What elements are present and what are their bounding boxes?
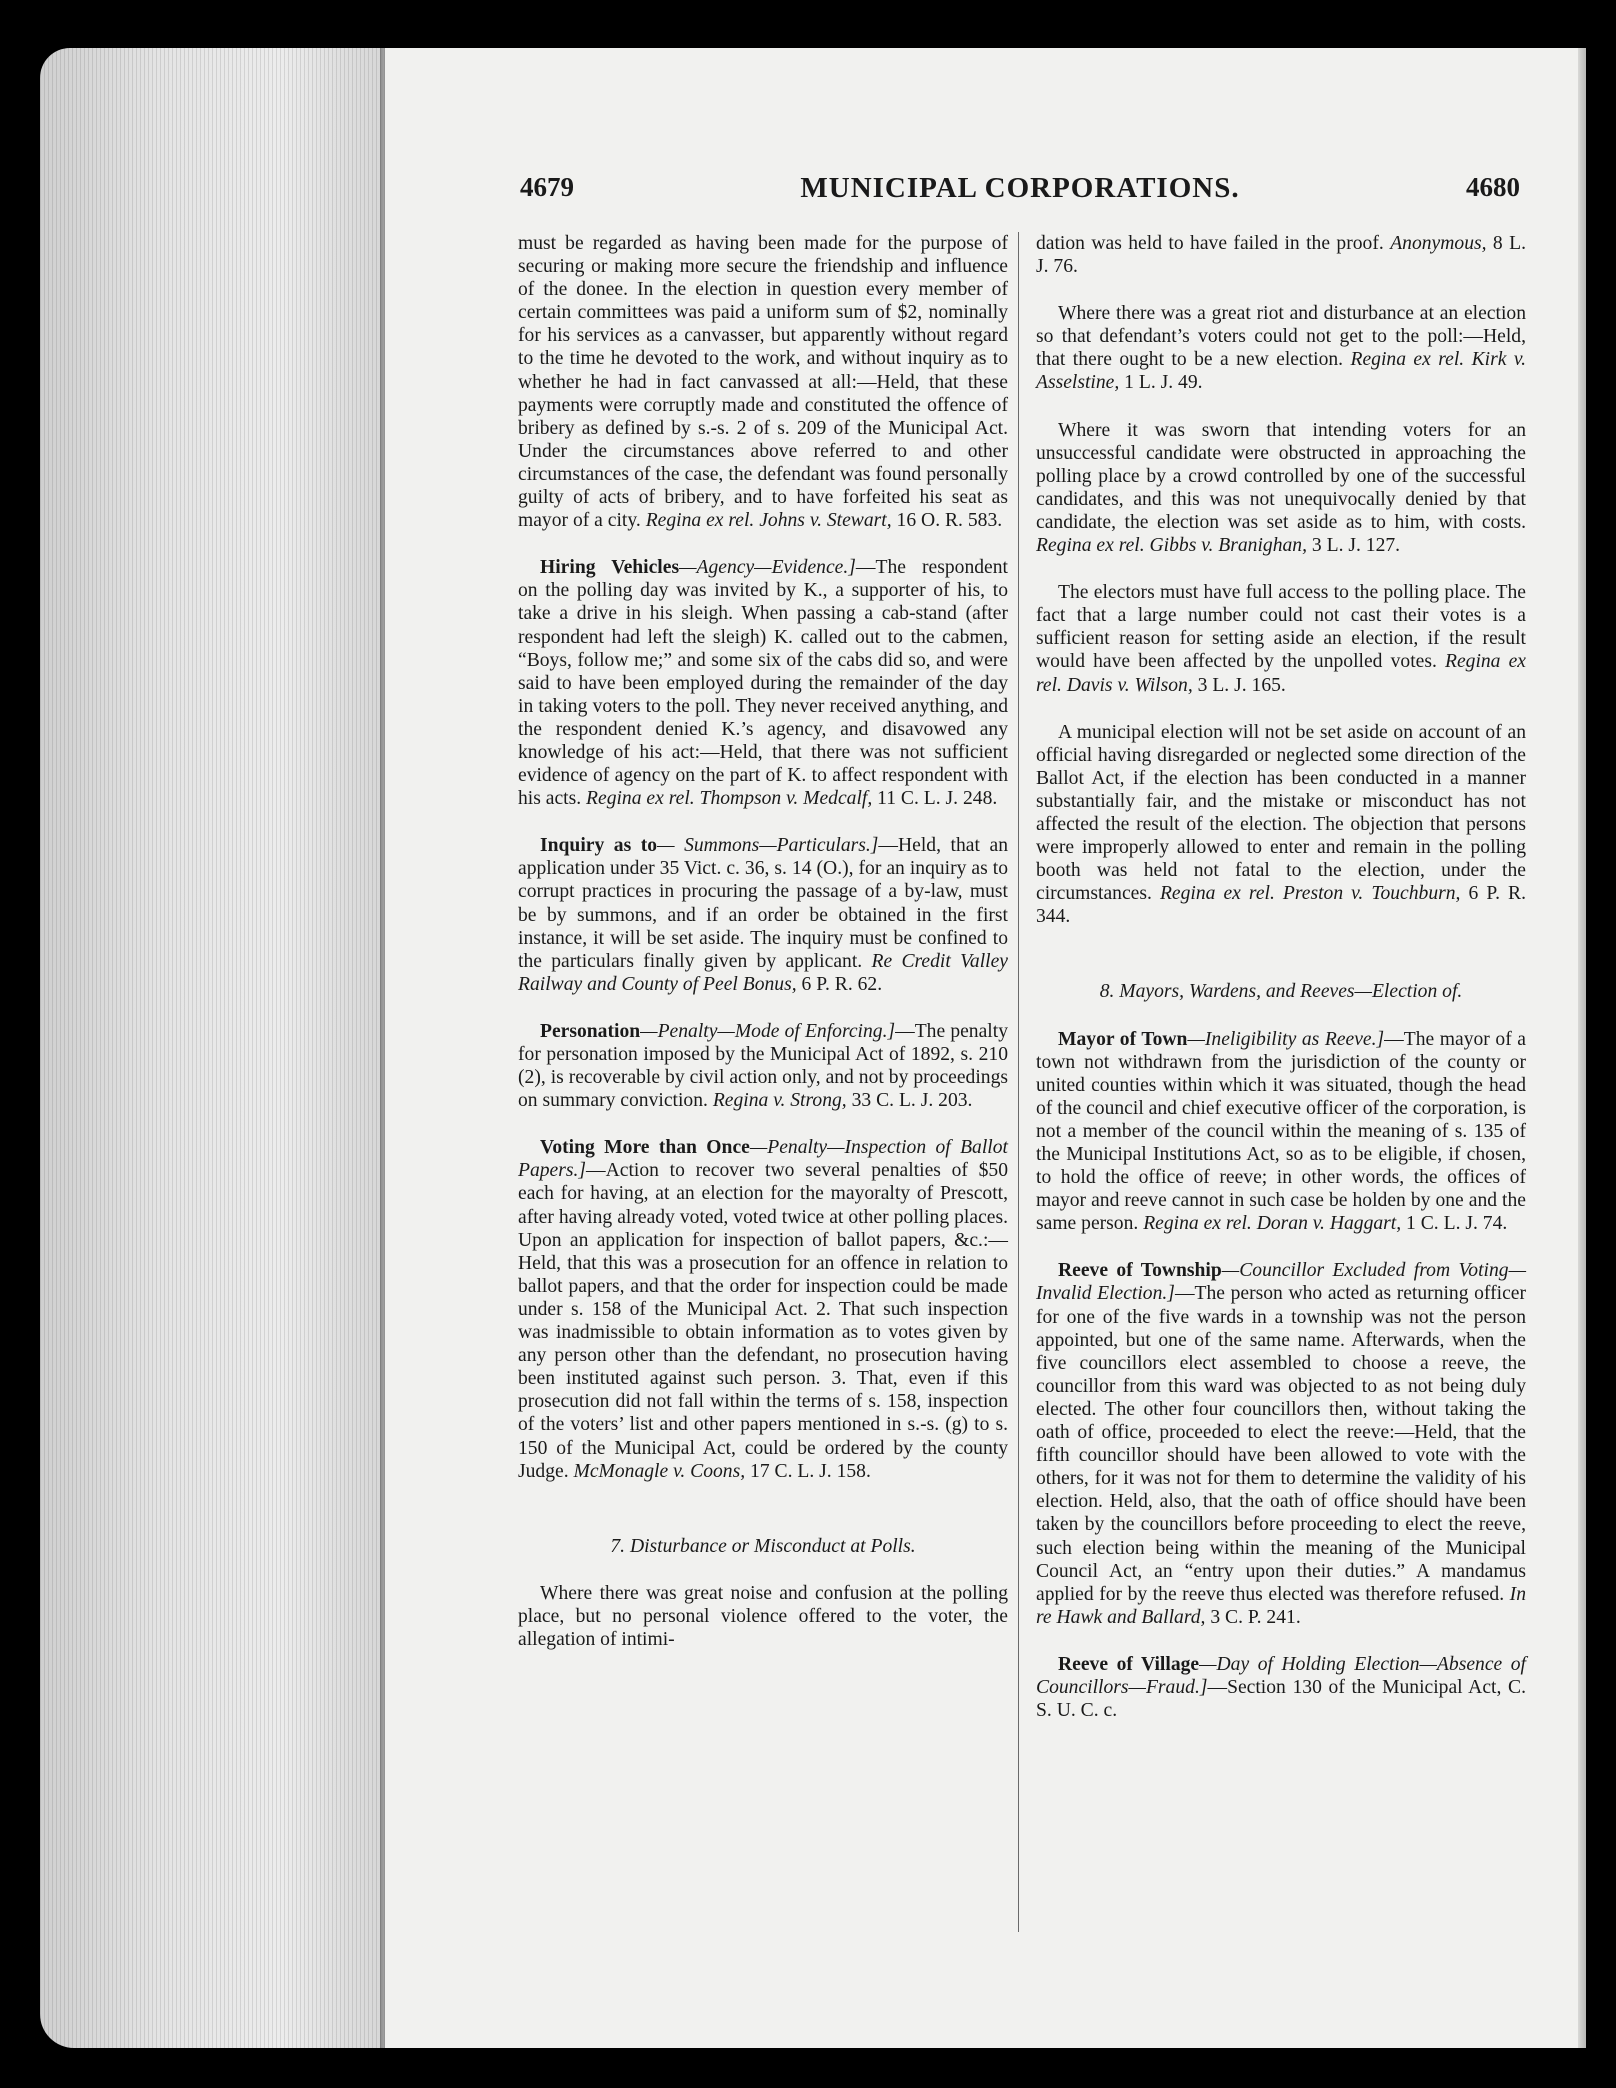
section-heading-8: 8. Mayors, Wardens, and Reeves—Election of. — [1099, 981, 1463, 1003]
left-column — [518, 232, 1008, 1675]
entry-text: —Section 130 of the Municipal Act, C. S. U. C. c. — [1036, 1676, 1526, 1722]
entry-reeve-of-village — [1036, 1653, 1526, 1722]
case-citation: Regina ex rel. Thompson v. Medcalf, — [586, 788, 873, 810]
paragraph-text: Where there was great noise and confusion at the polling place, but no personal violence offered to the voter, the allegation of intimi- — [518, 1582, 1008, 1650]
entry-keyword: Reeve of Township — [1058, 1260, 1222, 1282]
section-heading-7: 7. Disturbance or Misconduct at Polls. — [610, 1535, 916, 1557]
paragraph-text: dation was held to have failed in the proof. — [1036, 233, 1384, 254]
entry-subheading: —Agency—Evidence.] — [679, 557, 856, 579]
case-citation: Regina ex rel. Kirk v. Asselstine, — [1036, 349, 1526, 394]
paragraph — [1036, 581, 1526, 696]
page-number-left: 4679 — [520, 172, 574, 202]
report-reference: 16 O. R. 583. — [896, 510, 1003, 532]
entry-text: —The respondent on the polling day was invited by K., a supporter of his, to take a drive in his sleigh. When passing a cab-stand (after respondent had left the sleigh) K. called out to the cabmen, “Boys, follow me;” and some six of the cabs did so, and were said to have been employed during the remainder of the day in taking voters to the poll. They never received anything, and the respondent denied K.’s agency, and disavowed any knowledge of his act:—Held, that there was not sufficient evidence of agency on the part of K. to affect respondent with his acts. — [518, 557, 1008, 810]
paragraph-text: Where there was a great riot and disturbance at an election so that defendant’s voters could not get to the poll:—Held, that there ought to be a new election. — [1036, 303, 1526, 371]
report-reference: 1 C. L. J. 74. — [1406, 1213, 1508, 1235]
entry-voting-more-than-once — [518, 1136, 1008, 1482]
paragraph — [1036, 302, 1526, 394]
report-reference: 3 C. P. 241. — [1210, 1606, 1301, 1628]
entry-reeve-of-township — [1036, 1259, 1526, 1629]
entry-text: —Action to recover two several penalties of $50 each for having, at an election for the mayoralty of Prescott, after having already voted, voted twice at other polling places. Upon an application for inspection of ballot papers, &c.:—Held, that this was a prosecution for an offence in relation to ballot papers, and that the order for inspection could be made under s. 158 of the Municipal Act. 2. That such inspection was inadmissible to obtain information as to votes given by any person other than the defendant, no prosecution having been instituted against such person. 3. That, even if this prosecution did not fall within the terms of s. 158, inspection of the voters’ list and other papers mentioned in s.-s. (g) to s. 150 of the Municipal Act, could be ordered by the county Judge. — [518, 1160, 1008, 1482]
paragraph-continued — [1036, 232, 1526, 278]
page-title: MUNICIPAL CORPORATIONS. — [800, 172, 1240, 204]
book-page-edges — [40, 48, 385, 2048]
report-reference: 3 L. J. 165. — [1197, 674, 1286, 696]
entry-hiring-vehicles — [518, 556, 1008, 810]
report-reference: 3 L. J. 127. — [1311, 535, 1401, 557]
entry-keyword: Reeve of Village — [1058, 1653, 1200, 1675]
case-citation: In re Hawk and Ballard, — [1036, 1583, 1526, 1628]
page-right-edge — [1578, 48, 1586, 2048]
entry-subheading: — Summons—Particulars.] — [657, 835, 879, 857]
case-citation: Re Credit Valley Railway and County of Peel Bonus, — [518, 950, 1008, 995]
entry-inquiry — [518, 834, 1008, 996]
paragraph-text: A municipal election will not be set aside on account of an official having disregarded or neglected some direction of the Ballot Act, if the election has been conducted in a manner substantially fair, and the mistake or misconduct has not affected the result of the election. The objection that persons were improperly allowed to enter and remain in the polling booth was held not fatal to the election, under the circumstances. — [1036, 721, 1526, 905]
case-citation: McMonagle v. Coons, — [573, 1460, 746, 1482]
right-column — [1036, 232, 1526, 1746]
paragraph — [518, 1582, 1008, 1651]
entry-keyword: Mayor of Town — [1058, 1028, 1188, 1050]
entry-text: —The penalty for personation imposed by the Municipal Act of 1892, s. 210 (2), is recoverable by civil action only, and not by proceedings on summary conviction. — [518, 1020, 1008, 1112]
case-citation: Regina ex rel. Doran v. Haggart, — [1143, 1213, 1402, 1235]
running-header — [520, 172, 1520, 212]
paragraph-text: The electors must have full access to the polling place. The fact that a large number could not cast their votes is a sufficient reason for setting aside an election, if the result would have been affected by the unpolled votes. — [1036, 582, 1526, 673]
paragraph-continued — [518, 232, 1008, 532]
case-citation: Regina ex rel. Davis v. Wilson, — [1036, 651, 1526, 696]
report-reference: 6 P. R. 62. — [801, 973, 883, 995]
report-reference: 1 L. J. 49. — [1124, 372, 1203, 394]
case-citation: Regina ex rel. Gibbs v. Branighan, — [1036, 535, 1307, 557]
entry-subheading: —Councillor Excluded from Voting—Invalid Election.] — [1036, 1260, 1526, 1305]
paragraph-text: must be regarded as having been made for the purpose of securing or making more secure the friendship and influence of the donee. In the election in question every member of certain committees was paid a uniform sum of $2, nominally for his services as a canvasser, but apparently without regard to the time he devoted to the work, and without inquiry as to whether he had in fact canvassed at all:—Held, that these payments were corruptly made and constituted the offence of bribery as defined by s.-s. 2 of s. 209 of the Municipal Act. Under the circumstances above referred to and other circumstances of the case, the defendant was found personally guilty of acts of bribery, and to have forfeited his seat as mayor of a city. — [518, 233, 1008, 532]
entry-text: —The mayor of a town not withdrawn from the jurisdiction of the county or united counties within which it was situated, though the head of the council and chief executive officer of the corporation, is not a member of the council within the meaning of s. 135 of the Municipal Institutions Act, so as to be eligible, if chosen, to hold the office of reeve; in other words, the offices of mayor and reeve cannot in such case be holden by one and the same person. — [1036, 1028, 1526, 1235]
entry-subheading: —Day of Holding Election—Absence of Councillors—Fraud.] — [1036, 1653, 1526, 1698]
report-reference: 6 P. R. 344. — [1036, 883, 1526, 928]
column-divider — [1018, 232, 1019, 1932]
paragraph — [1036, 419, 1526, 558]
entry-text: —The person who acted as returning officer for one of the five wards in a township was not the person appointed, but one of the same name. Afterwards, when the five councillors elect assembled to choose a reeve, the councillor from this ward was objected to as not being duly elected. The other four councillors then, without taking the oath of office, proceeded to elect the reeve:—Held, that the fifth councillor should have been allowed to vote with the others, for it was not for them to determine the validity of his election. Held, also, that the oath of office should have been taken by the councillors before proceeding to elect the reeve, such election being within the meaning of the Municipal Council Act, an “entry upon their duties.” A mandamus applied for by the reeve thus elected was therefore refused. — [1036, 1283, 1526, 1605]
report-reference: 11 C. L. J. 248. — [877, 788, 998, 810]
entry-personation — [518, 1020, 1008, 1112]
paragraph — [1036, 721, 1526, 929]
report-reference: 8 L. J. 76. — [1036, 233, 1526, 278]
entry-mayor-of-town — [1036, 1028, 1526, 1236]
entry-text: —Held, that an application under 35 Vict. c. 36, s. 14 (O.), for an inquiry as to corrupt practices in procuring the passage of a by-law, must be by summons, and if an order be obtained in the first instance, it will be set aside. The inquiry must be confined to the particulars finally given by applicant. — [518, 835, 1008, 972]
case-citation: Regina ex rel. Johns v. Stewart, — [645, 510, 892, 532]
case-citation: Regina ex rel. Preston v. Touchburn, — [1159, 883, 1461, 905]
page-number-right: 4680 — [1466, 172, 1520, 202]
entry-subheading: —Penalty—Inspection of Ballot Papers.] — [518, 1137, 1008, 1182]
report-reference: 33 C. L. J. 203. — [851, 1090, 973, 1112]
report-reference: 17 C. L. J. 158. — [750, 1460, 871, 1482]
entry-subheading: —Penalty—Mode of Enforcing.] — [640, 1020, 896, 1042]
case-citation: Regina v. Strong, — [712, 1090, 847, 1112]
entry-keyword: Personation — [540, 1020, 641, 1042]
entry-subheading: —Ineligibility as Reeve.] — [1187, 1028, 1385, 1050]
paragraph-text: Where it was sworn that intending voters for an unsuccessful candidate were obstructed in approaching the polling place by a crowd controlled by one of the successful candidates, and this was not unequivocally denied by that candidate, the election was set aside as to him, with costs. — [1036, 419, 1526, 533]
entry-keyword: Inquiry as to — [540, 835, 658, 857]
entry-keyword: Voting More than Once — [540, 1137, 750, 1159]
entry-keyword: Hiring Vehicles — [540, 557, 680, 579]
case-citation: Anonymous, — [1390, 233, 1487, 254]
